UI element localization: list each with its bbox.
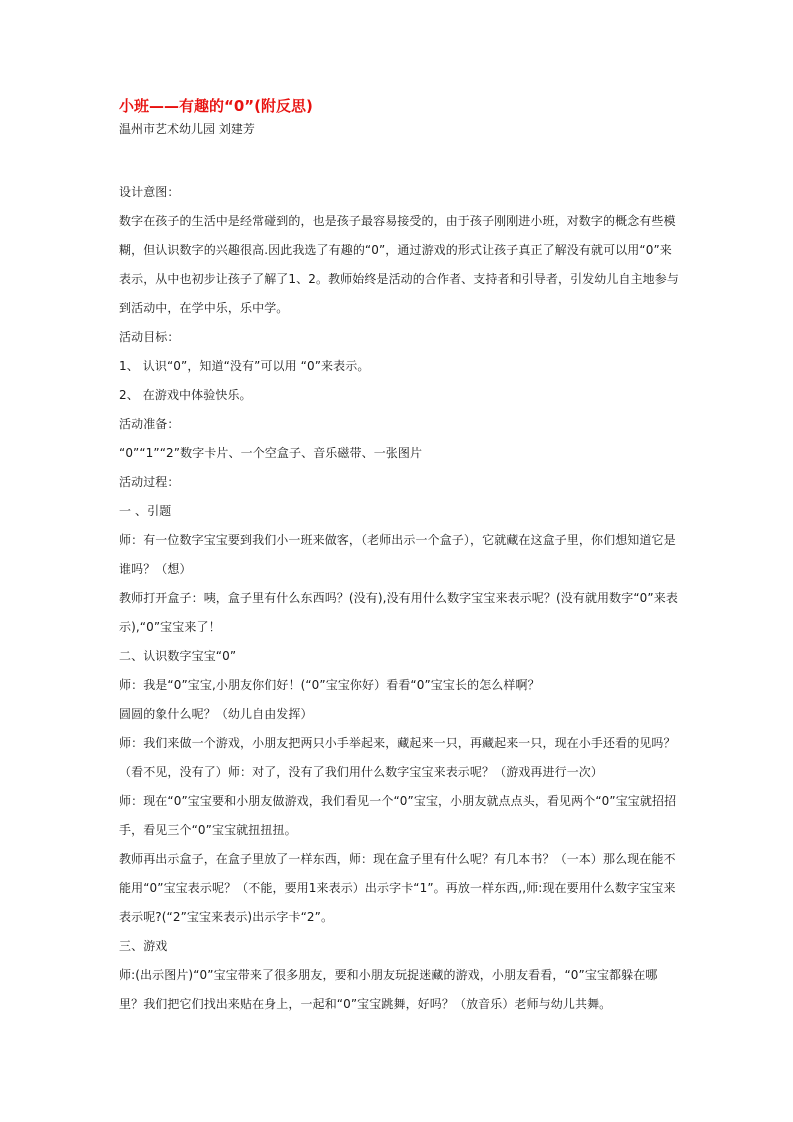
game-paragraph: 师:(出示图片)“0”宝宝带来了很多朋友，要和小朋友玩捉迷藏的游戏，小朋友看看，“0”宝宝都躲在哪里？我们把它们找出来贴在身上，一起和“0”宝宝跳舞，好吗？（放音乐）老师与幼儿共舞。: [119, 968, 658, 1011]
section-heading-design-intent: 设计意图：: [119, 185, 180, 199]
document-author: 温州市艺术幼儿园 刘建芳: [119, 122, 255, 136]
goal-item-1: 1、 认识“0”，知道“没有”可以用 “0”来表示。: [119, 359, 370, 373]
step-heading-intro: 一 、引题: [119, 504, 172, 518]
document-title: 小班——有趣的“0”(附反思): [119, 97, 313, 115]
section-heading-goals: 活动目标：: [119, 330, 180, 344]
goal-item-2: 2、 在游戏中体验快乐。: [119, 388, 252, 402]
section-heading-preparation: 活动准备：: [119, 417, 180, 431]
step-heading-game: 三、游戏: [119, 939, 168, 953]
recognize-paragraph-3: 师：我们来做一个游戏，小朋友把两只小手举起来，藏起来一只，再藏起来一只，现在小手还看的见吗？（看不见，没有了）师：对了，没有了我们用什么数字宝宝来表示呢？（游戏再进行一次）: [119, 736, 676, 779]
recognize-paragraph-1: 师：我是“0”宝宝,小朋友你们好！(“0”宝宝你好）看看“0”宝宝长的怎么样啊？: [119, 678, 540, 692]
section-heading-process: 活动过程：: [119, 475, 180, 489]
intro-paragraph-2: 教师打开盒子：咦，盒子里有什么东西吗？(没有),没有用什么数字宝宝来表示呢？(没有就用数字“0”来表示),“0”宝宝来了！: [119, 591, 678, 634]
document-body: [119, 178, 679, 1019]
document-page: [119, 95, 679, 1019]
design-intent-paragraph: 数字在孩子的生活中是经常碰到的，也是孩子最容易接受的，由于孩子刚刚进小班，对数字的概念有些模糊，但认识数字的兴趣很高.因此我选了有趣的“0”，通过游戏的形式让孩子真正了解没有就可以用“0”来表示，从中也初步让孩子了解了1、2。教师始终是活动的合作者、支持者和引导者，引发幼儿自主地参与到活动中，在学中乐，乐中学。: [119, 214, 679, 315]
step-heading-recognize-zero: 二、认识数字宝宝“0”: [119, 649, 237, 663]
intro-paragraph-1: 师：有一位数字宝宝要到我们小一班来做客，（老师出示一个盒子），它就藏在这盒子里，你们想知道它是谁吗？（想）: [119, 533, 676, 576]
recognize-paragraph-5: 教师再出示盒子，在盒子里放了一样东西，师：现在盒子里有什么呢？有几本书？（一本）那么现在能不能用“0”宝宝表示呢？（不能，要用1来表示）出示字卡“1”。再放一样东西,,师:现在要用什么数字宝宝来表示呢?(“2”宝宝来表示)出示字卡“2”。: [119, 852, 676, 924]
recognize-paragraph-2: 圆圆的象什么呢？（幼儿自由发挥）: [119, 707, 313, 721]
preparation-list: “0”“1”“2”数字卡片、一个空盒子、音乐磁带、一张图片: [119, 446, 423, 460]
recognize-paragraph-4: 师：现在“0”宝宝要和小朋友做游戏，我们看见一个“0”宝宝，小朋友就点点头，看见两个“0”宝宝就招招手，看见三个“0”宝宝就扭扭扭。: [119, 794, 677, 837]
